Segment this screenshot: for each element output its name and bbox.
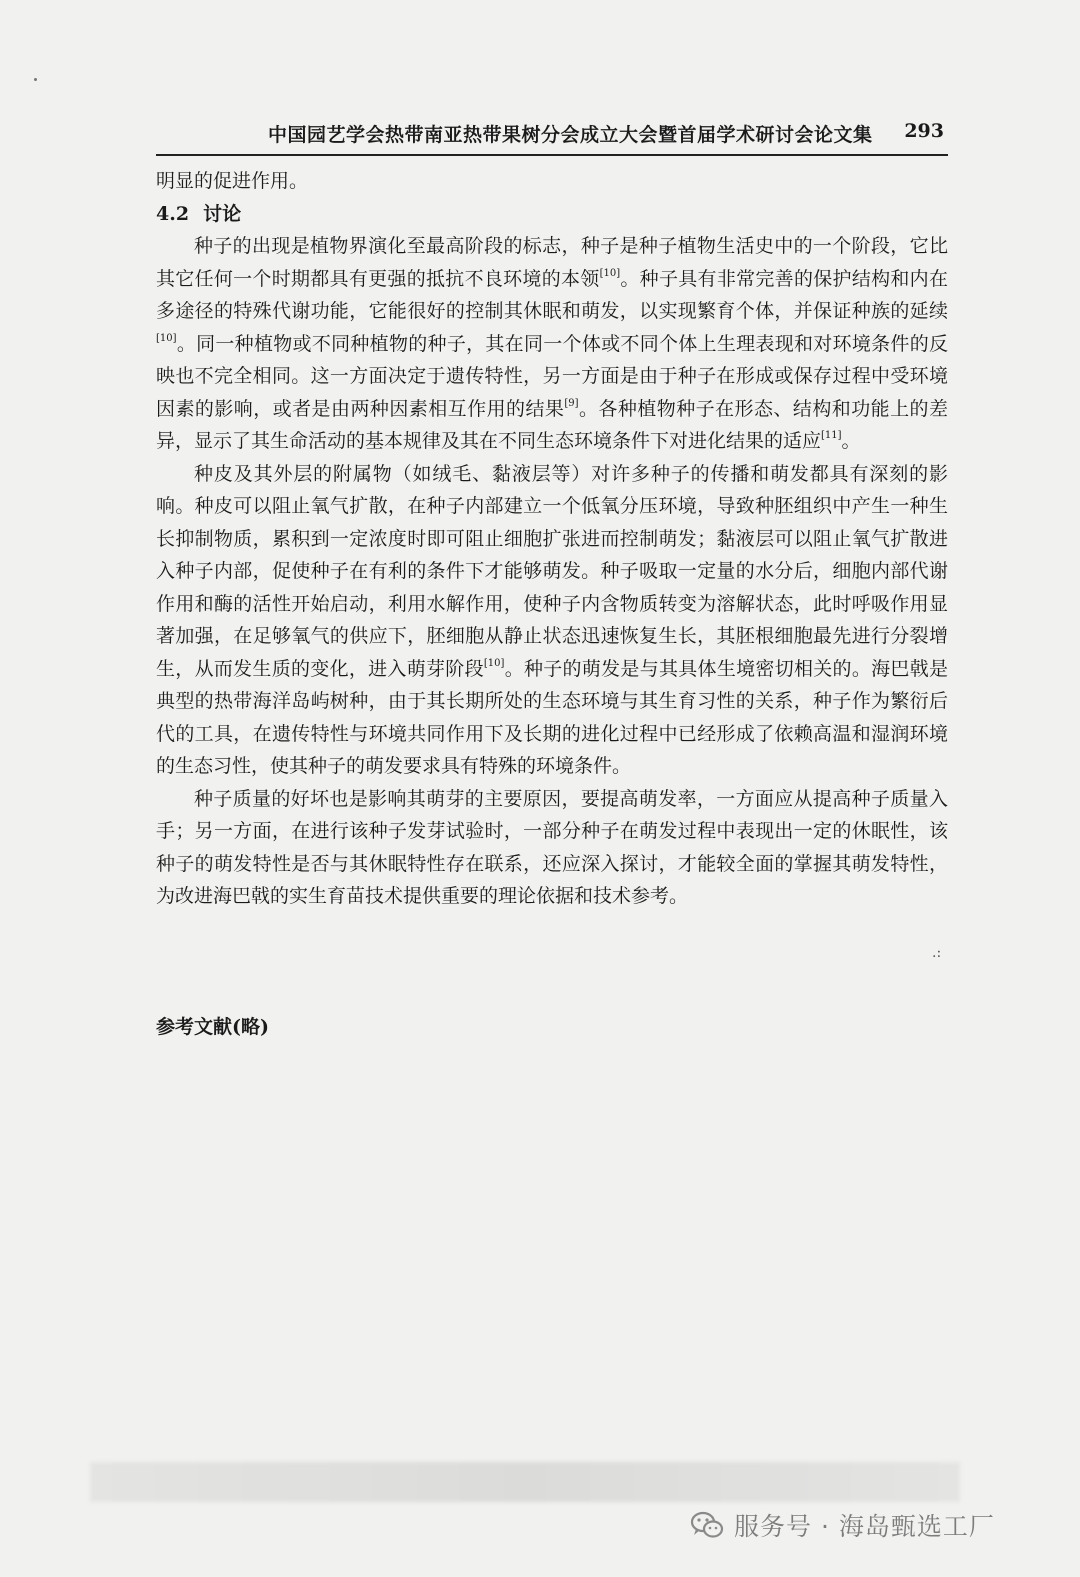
text-run: 种子的出现是植物界演化至最高阶段的标志，种子是种子植物生活史中的一个阶段，它比其它任何一个时期都具有更强的抵抗不良环境的本领 xyxy=(156,235,948,290)
section-heading xyxy=(156,198,948,231)
citation: [11] xyxy=(821,430,842,441)
section-number: 4.2 xyxy=(156,202,190,225)
body-text xyxy=(156,165,948,913)
scan-mark: .: xyxy=(932,945,942,961)
page-number: 293 xyxy=(904,120,944,142)
running-header xyxy=(156,118,948,156)
continued-line: 明显的促进作用。 xyxy=(156,170,309,192)
paragraph-3 xyxy=(156,783,948,913)
paragraph-2 xyxy=(156,458,948,783)
text-run: 种皮及其外层的附属物（如绒毛、黏液层等）对许多种子的传播和萌发都具有深刻的影响。种皮可以阻止氧气扩散，在种子内部建立一个低氧分压环境，导致种胚组织中产生一种生长抑制物质，累积到一定浓度时即可阻止细胞扩张进而控制萌发；黏液层可以阻止氧气扩散进入种子内部，促使种子在有利的条件下才能够萌发。种子吸取一定量的水分后，细胞内部代谢作用和酶的活性开始启动，利用水解作用，使种子内含物质转变为溶解状态，此时呼吸作用显著加强，在足够氧气的供应下，胚细胞从静止状态迅速恢复生长，其胚根细胞最先进行分裂增生，从而发生质的变化，进入萌芽阶段 xyxy=(156,462,948,680)
citation: [10] xyxy=(599,267,621,279)
text-run: 。同一种植物或不同种植物的种子，其在同一个体或不同个体上生理表现和对环境条件的反映也不完全相同。这一方面决定于遗传特性，另一方面是由于种子在形成或保存过程中受环境因素的影响，或者是由两种因素相互作用的结果 xyxy=(156,332,948,420)
watermark xyxy=(690,1505,995,1545)
text-run: 种子质量的好坏也是影响其萌芽的主要原因，要提高萌发率，一方面应从提高种子质量入手；另一方面，在进行该种子发芽试验时，一部分种子在萌发过程中表现出一定的休眠性，该种子的萌发特性是否与其休眠特性存在联系，还应深入探讨，才能较全面的掌握其萌发特性，为改进海巴戟的实生育苗技术提供重要的理论依据和技术参考。 xyxy=(156,787,948,907)
citation: [10] xyxy=(156,332,177,344)
citation: [10] xyxy=(483,657,505,669)
wechat-icon xyxy=(690,1510,724,1540)
scan-speck xyxy=(34,78,37,81)
blurred-footer xyxy=(90,1462,960,1502)
text-run: 。种子具有非常完善的保护结构和内在多途径的特殊代谢功能，它能很好的控制其休眠和萌发，以实现繁育个体，并保证种族的延续 xyxy=(156,267,948,322)
paragraph-1 xyxy=(156,230,948,458)
header-title: 中国园艺学会热带南亚热带果树分会成立大会暨首届学术研讨会论文集 xyxy=(268,124,873,146)
section-title: 讨论 xyxy=(203,202,242,225)
text-run: 。 xyxy=(841,430,861,452)
text-run: 。各种植物种子在形态、结构和功能上的差异，显示了其生命活动的基本规律及其在不同生态环境条件下对进化结果的适应 xyxy=(156,397,948,452)
watermark-text: 服务号 · 海岛甄选工厂 xyxy=(734,1512,995,1541)
references-heading: 参考文献(略) xyxy=(156,1016,269,1038)
citation: [9] xyxy=(564,397,579,409)
text-run: 。种子的萌发是与其具体生境密切相关的。海巴戟是典型的热带海洋岛屿树种，由于其长期所处的生态环境与其生育习性的关系，种子作为繁衍后代的工具，在遗传特性与环境共同作用下及长期的进化过程中已经形成了依赖高温和湿润环境的生态习性，使其种子的萌发要求具有特殊的环境条件。 xyxy=(156,657,948,777)
